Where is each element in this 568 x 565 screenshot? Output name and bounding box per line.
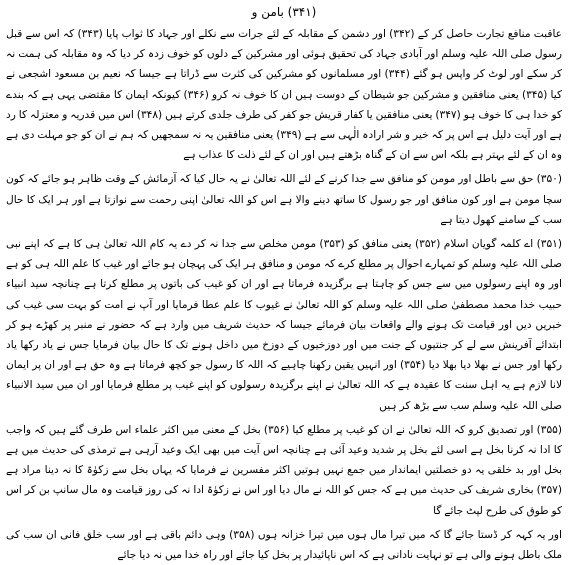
commentary-paragraph-4: (۳۵۵) اور تصدیق کرو کہ اللہ تعالیٰ نے ان کو غیب پر مطلع کیا (۳۵۶) بخل کے معنی میں اکثر علماء اس طرف گئے ہیں کہ واجب کا ادا نہ کرنا بخل ہے اسی لئے بخل پر شدید وعید آئی ہے چنانچہ اس آیت میں بھی ایک وعید آرہی ہے ترمذی کی حدیث میں ہے بخل اور بد خلقی یہ دو خصلتیں ایماندار میں جمع نہیں ہوتیں اکثر مفسرین نے فرمایا کہ یہاں بخل سے زکوٰۃ کا نہ دینا مراد ہے (۳۵۷) بخاری شریف کی حدیث میں ہے کہ جس کو اللہ نے مال دیا اور اس نے زکوٰۃ ادا نہ کی روز قیامت وہ مال سانپ بن کر اس کو طوق کی طرح لپٹ جائے گا [6,423,562,517]
commentary-paragraph-1: عاقبت منافع تجارت حاصل کر کے (۳۴۲) اور دشمن کے مقابلہ کے لئے جرات سے نکلے اور جہاد کا ثواب پایا (۳۴۳) کہ اس سے قبل رسول صلی اللہ علیہ وسلم اور آبادی جہاد کی تحقیق ہوئی اور مشرکین کے دلوں کو خوف زدہ کر دیا کہ وہ مقابلہ کی ہمت نہ کر سکے اور لوٹ کر واپس ہو گئے (۳۴۴) اور مسلمانوں کو مشرکین کی کثرت سے ڈراتا ہے جیسا کہ نعیم بن مسعود اشجعی نے کیا (۳۴۵) یعنی منافقین و مشرکین جو شیطان کے دوست ہیں ان کا خوف نہ کرو (۳۴۶) کیونکہ ایمان کا مقتضی یہی ہے کہ بندے کو خدا ہی کا خوف ہو (۳۴۷) یعنی منافقین یا کفار قریش جو کفر کی طرف جلدی کرتے ہیں (۳۴۸) اس میں قدریہ و معتزلہ کا رد ہے اور آیت دلیل ہے اس پر کہ خیر و شر ارادہ الٰہی سے ہے (۳۴۹) یعنی منافقین یہ نہ سمجھیں کہ ہم نے ان کو جو مہلت دی ہے وہ ان کے لئے بہتر ہے بلکہ اس سے ان کے گناہ بڑھتے ہیں اور ان کے لئے ذلت کا عذاب ہے [6,28,562,162]
commentary-paragraph-2: (۳۵۰) حق سے باطل اور مومن کو منافق سے جدا کرنے کے لئے اللہ تعالیٰ نے یہ حال کیا کہ آزمائش کے وقت ظاہر ہو جائے کہ کون سچا مومن ہے اور کون منافق اور جو رسول کا ساتھ دینے والا ہے اس کو اللہ تعالیٰ اپنی رحمت سے نوازتا ہے اور ہر ایک کا حال سب کے سامنے کھول دیتا ہے [6,173,562,226]
commentary-paragraph-3: (۳۵۱) اے کلمہ گویان اسلام (۳۵۲) یعنی منافق کو (۳۵۳) مومن مخلص سے جدا نہ کر دے یہ کام اللہ تعالیٰ ہی کا ہے کہ اپنے نبی صلی اللہ علیہ وسلم کو تمہارے احوال پر مطلع کرے کہ مومن و منافق ہر ایک کی پہچان ہو جائے اور غیب کا علم اللہ ہی کو ہے اور وہ اپنے رسولوں میں سے جس کو چاہتا ہے برگزیدہ فرماتا ہے اور ان کو غیب کی باتوں پر مطلع کرتا ہے چنانچہ سید انبیاء حبیب خدا محمد مصطفیٰ صلی اللہ علیہ وسلم کو اللہ تعالیٰ نے غیوب کا علم عطا فرمایا اور آپ نے امت کو بہت سی غیب کی خبریں دیں اور قیامت تک ہونے والے واقعات بیان فرمائے جیسا کہ حدیث شریف میں وارد ہے کہ حضور نے منبر پر کھڑے ہو کر ابتدائے آفرینش سے لے کر جنتیوں کے جنت میں اور دوزخیوں کے دوزخ میں داخل ہونے تک کا حال بیان فرمایا جس نے یاد رکھا یاد رکھا اور جس نے بھلا دیا بھلا دیا (۳۵۴) اور انہیں یقین رکھنا چاہیے کہ اللہ کا رسول جو کچھ فرماتا ہے وہ حق ہے اور ان پر ایمان لانا لازم ہے یہ اہل سنت کا عقیدہ ہے کہ اللہ تعالیٰ نے اپنے برگزیدہ رسولوں کو اپنے غیب پر مطلع فرمایا اور ان میں سید الانبیاء صلی اللہ علیہ وسلم سب سے بڑھ کر ہیں [6,238,562,412]
commentary-paragraph-5: اور یہ کہہ کر ڈستا جائے گا کہ میں تیرا مال ہوں میں تیرا خزانہ ہوں (۳۵۸) وہی دائم باقی ہے اور سب خلق فانی ان سب کی ملک باطل ہونے والی ہے تو نہایت نادانی ہے کہ اس ناپائیدار پر بخل کیا جائے اور راہ خدا میں نہ دیا جائے [6,528,562,562]
page-header: (۳۴۱) بامن و [251,5,317,19]
